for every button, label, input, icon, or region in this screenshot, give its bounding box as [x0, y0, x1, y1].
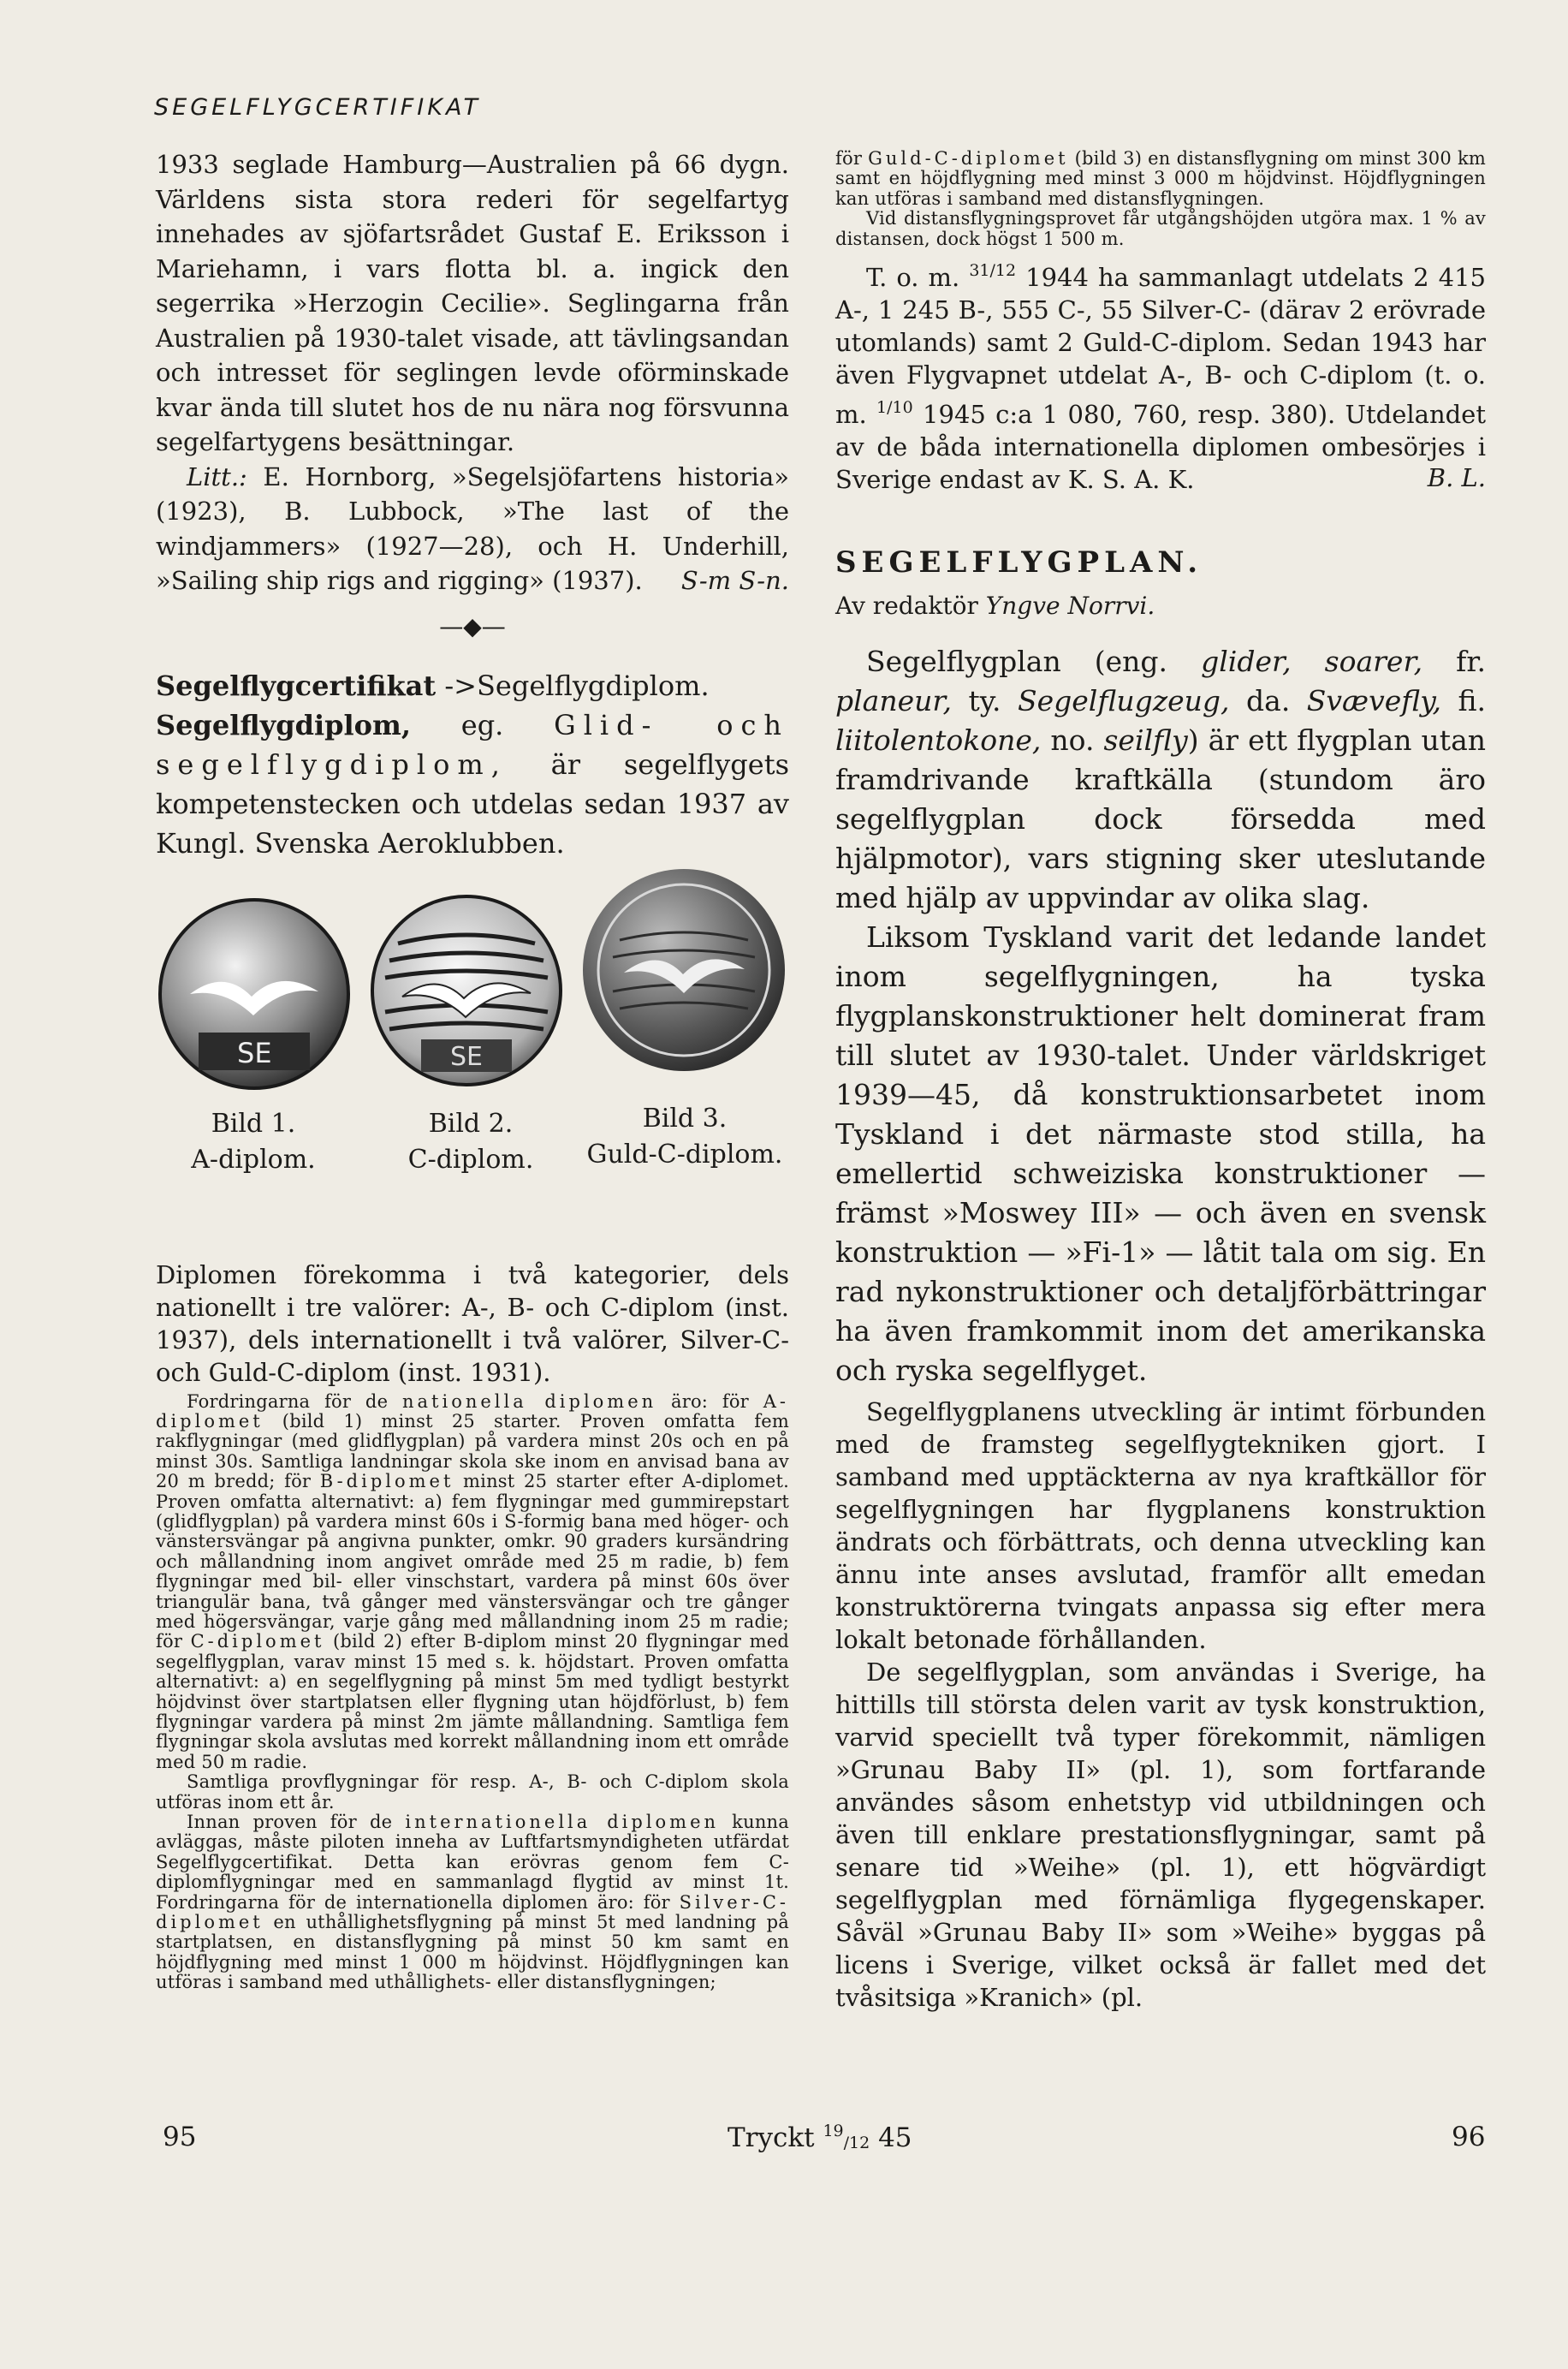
- entry-head-diplom: Segelflygdiplom,: [156, 708, 411, 741]
- entry-definition: är segelflygets kompetenstecken och utdelas sedan 1937 av Kungl. Svenska Aeroklubben.: [156, 747, 789, 860]
- medal-caption-2-name: C-diplom.: [407, 1144, 534, 1175]
- small-fordringar-nationella: [156, 1392, 789, 1773]
- svg-text:SE: SE: [450, 1041, 483, 1072]
- plan-f: no.: [1041, 723, 1104, 758]
- small4-b: (bild 3) en distansflygning om minst 300 km samt en höjdflygning med minst 3 000 m höjdvinst. Höjdflygningen kan utföras i samband med distansflygningen.: [835, 148, 1486, 209]
- plan-i5: liitolentokone,: [835, 723, 1042, 758]
- small4-spaced-guld-c: Guld-C-diplomet: [868, 148, 1069, 169]
- page-number-right: 96: [1452, 2122, 1486, 2152]
- cross-reference-link[interactable]: ->Segelflygdiplom.: [436, 669, 710, 702]
- plan-i3: Segelflugzeug,: [1018, 684, 1230, 718]
- left-column: [156, 147, 789, 1993]
- section-title-segelflygplan: SEGELFLYGPLAN.: [835, 545, 1203, 580]
- paragraph-diplom-kategorier: Diplomen förekomma i två kategorier, dels nationellt i tre valörer: A-, B- och C-diplom (inst. 1937), dels internationellt i två valörer, Silver-C- och Guld-C-diplom (inst. 1931).: [156, 1259, 789, 1387]
- plan-i4: Svævefly,: [1306, 684, 1441, 718]
- small-internationella: [156, 1812, 789, 1993]
- small3-c: en uthållighetsflygning på minst 5t med landning på startplatsen, en distansflygning på minst 50 km samt en höjdflygning med minst 1 000 m höjdvinst. Höjdflygningen kan utföras i samband med uthållighets- eller distansflygningen;: [156, 1912, 789, 1993]
- tom-a: T. o. m.: [866, 263, 970, 293]
- tom-date: 31/12: [969, 261, 1017, 281]
- tom-date2: 1/10: [876, 398, 913, 418]
- small-guld-c: [835, 149, 1486, 209]
- plan-g: ) är ett flygplan utan framdrivande kraftkälla (stundom äro segelflygplan dock försedda med hjälpmotor), vars stigning sker uteslutande med hjälp av uppvindar av olika slag.: [835, 723, 1486, 915]
- medal-caption-2-bild: Bild 2.: [428, 1108, 514, 1139]
- small-provflygningar: Samtliga provflygningar för resp. A-, B- och C-diplom skola utföras inom ett år.: [156, 1771, 789, 1812]
- paragraph-utveckling: Segelflygplanens utveckling är intimt förbunden med de framsteg segelflygtekniken gjort. I samband med upptäckterna av nya kraftkällor för segelflygningen har flygplanens konstruktion ändrats och förbättrats, och denna utveckling kan ännu inte anses avslutad, framför allt emedan konstruktörerna tvingats anpassa sig efter mera lokalt betonade förhållanden.: [835, 1397, 1486, 1655]
- paragraph-segelfartyg: 1933 seglade Hamburg—Australien på 66 dygn. Världens sista stora rederi för segelfartyg innehades av sjöfartsrådet Gustaf E. Eriksson i Mariehamn, i vars flotta bl. a. ingick den segerrika »Herzogin Cecilie». Seglingarna från Australien på 1930-talet visade, att tävlingsandan och intresset för seglingen levde oförminskade kvar ända till slutet hos de nu nära nog försvunna segelfartygens besättningar.: [156, 150, 789, 456]
- plan-d: da.: [1229, 684, 1307, 718]
- small3-a: Innan proven för de: [187, 1812, 406, 1833]
- paragraph-sverige: De segelflygplan, som användas i Sverige, ha hittills till största delen varit av tysk konstruktion, varvid speciellt två typer förekommit, nämligen »Grunau Baby II» (pl. 1), som fortfarande användes såsom enhetstyp vid utbildningen och även till enklare prestationsflygningar, samt på senare tid »Weihe» (pl. 1), ett högvärdigt segelflygplan med förnämliga flygegenskaper. Såväl »Grunau Baby II» som »Weihe» byggas på licens i Sverige, vilket också är fallet med det tvåsitsiga »Kranich» (pl.: [835, 1658, 1486, 2013]
- plan-e: fi.: [1441, 684, 1486, 718]
- medal-caption-1: [151, 1106, 356, 1178]
- plan-i6: seilfly: [1103, 723, 1188, 758]
- signature-sms: S-m S-n.: [680, 565, 789, 595]
- printed-date: [728, 2122, 912, 2153]
- paragraph-tyskland: Liksom Tyskland varit det ledande landet inom segelflygningen, ha tyska flygplanskonstruktioner helt dominerat fram till slutet av 1930-talet. Under världskriget 1939—45, då konstruktionsarbetet inom Tyskland i det närmaste stod stilla, ha emellertid schweiziska konstruktioner — främst »Moswey III» — och även en svensk konstruktion — »Fi-1» — låtit tala om sig. En rad nykonstruktioner och detaljförbättringar ha även framkommit inom det amerikanska och ryska segelflyget.: [835, 920, 1486, 1388]
- small1-spaced-c-diplomet: C-diplomet: [190, 1631, 325, 1652]
- small1-b: äro: för: [656, 1390, 763, 1412]
- printed-date-month: /12: [843, 2134, 870, 2152]
- tom-b: 1944 ha sammanlagt utdelats 2 415 A-, 1 245 B-, 555 C-, 55 Silver-C- (därav 2 erövrade utomlands) samt 2 Guld-C-diplom. Sedan 1943 har även Flygvapnet utdelat A-, B- och C-diplom (t. o. m.: [835, 263, 1487, 430]
- signature-bl: B. L.: [1427, 463, 1486, 493]
- plan-b: fr.: [1422, 645, 1487, 679]
- small1-spaced-b-diplomet: B-diplomet: [319, 1471, 454, 1492]
- small3-spaced-silver-c: Silver-C-diplomet: [156, 1891, 789, 1933]
- paragraph-utdelade-diplom: [835, 254, 1486, 496]
- litt-text: E. Hornborg, »Segelsjöfartens historia» (1923), B. Lubbock, »The last of the windjammers» (1927—28), och H. Underhill, »Sailing ship rigs and rigging» (1937).: [156, 461, 789, 595]
- author-prefix: Av redaktör: [835, 592, 986, 621]
- printed-date-day: 19: [823, 2122, 844, 2140]
- plan-a: Segelflygplan (eng.: [866, 645, 1202, 679]
- entry-head-certifikat: Segelflygcertifikat: [156, 669, 437, 702]
- printed-date-year: 45: [870, 2122, 912, 2153]
- plan-i1: glider, soarer,: [1201, 645, 1423, 679]
- right-column: [835, 149, 1486, 2014]
- small-distansprov: Vid distansflygningsprovet får utgångshöjden utgöra max. 1 % av distansen, dock högst 1 500 m.: [835, 208, 1486, 249]
- medal-a-diplom-image: [156, 896, 353, 1092]
- author-line: [835, 592, 1486, 620]
- medal-guld-c-diplom-image: [577, 863, 791, 1077]
- section-ornament: —◆—: [439, 611, 506, 640]
- medal-c-diplom-image: [368, 892, 565, 1089]
- printed-label: Tryckt: [728, 2122, 823, 2153]
- small1-d: minst 25 starter efter A-diplomet. Proven omfatta alternativt: a) fem flygningar med gummirepstart (glidflygplan) på vardera minst 60s i S-formig bana med höger- och vänstersvängar på angivna punkter, omkr. 90 graders kursändring och mållandning inom angivet område med 25 m radie, b) fem flygningar med bil- eller vinschstart, vardera på minst 60s över triangulär bana, två gånger med vänstersvängar och tre gånger med högersvängar, varje gång med mållandning inom 25 m radie; för: [156, 1471, 789, 1652]
- small3-spaced-internationella: internationella diplomen: [405, 1812, 720, 1833]
- entry-segelflygcertifikat: [156, 666, 789, 705]
- small1-c: (bild 1) minst 25 starter. Proven omfatta fem rakflygningar (med glidflygplan) på vardera minst 20s och en på minst 30s. Samtliga landningar skola ske inom en anvisad bana av 20 m bredd; för: [156, 1410, 789, 1492]
- entry-segelflygdiplom: [156, 705, 789, 863]
- author-name: Yngve Norrvi.: [985, 592, 1155, 621]
- medal-caption-1-bild: Bild 1.: [211, 1108, 296, 1139]
- small4-a: för: [835, 148, 869, 169]
- medal-caption-3-name: Guld-C-diplom.: [586, 1139, 783, 1170]
- tom-c: 1945 c:a 1 080, 760, resp. 380). Utdelandet av de båda internationella diplomen ombesörjes i Sverige endast av K. S. A. K.: [835, 400, 1486, 495]
- entry-spaced-term: Glid- och segelflygdiplom,: [156, 708, 790, 781]
- small1-e: (bild 2) efter B-diplom minst 20 flygningar med segelflygplan, varav minst 15 med s. k. höjdstart. Proven omfatta alternativt: a) en segelflygning på minst 5m med tydligt bestyrkt höjdvinst över startplatsen eller flygning utan höjdförlust, b) fem flygningar vardera på minst 2m jämte mållandning. Samtliga fem flygningar skola avslutas med korrekt mållandning inom ett område med 50 m radie.: [156, 1631, 789, 1772]
- medal-caption-3-bild: Bild 3.: [642, 1103, 728, 1134]
- litt-label: Litt.:: [187, 461, 247, 491]
- svg-text:SE: SE: [237, 1036, 272, 1069]
- running-head: SEGELFLYGCERTIFIKAT: [154, 94, 481, 121]
- medal-figures: [156, 896, 789, 1178]
- paragraph-definition-segelflygplan: [835, 642, 1486, 918]
- medal-caption-1-name: A-diplom.: [191, 1144, 316, 1175]
- small1-spaced-nationella: nationella diplomen: [402, 1390, 657, 1412]
- medal-caption-3: [582, 1101, 787, 1173]
- plan-c: ty.: [952, 684, 1019, 718]
- plan-i2: planeur,: [835, 684, 953, 718]
- medal-caption-2: [368, 1106, 573, 1178]
- small3-b: kunna avläggas, måste piloten inneha av Luftfartsmyndigheten utfärdat Segelflygcertifikat. Detta kan erövras genom fem C-diplomflygningar med en sammanlagd flygtid av minst 1t. Fordringarna för de internationella diplomen äro: för: [156, 1812, 789, 1913]
- small1-a: Fordringarna för de: [187, 1390, 402, 1412]
- small1-spaced-a-diplomet: A-diplomet: [156, 1390, 789, 1432]
- page-number-left: 95: [163, 2122, 197, 2152]
- entry-eg: eg.: [411, 708, 555, 741]
